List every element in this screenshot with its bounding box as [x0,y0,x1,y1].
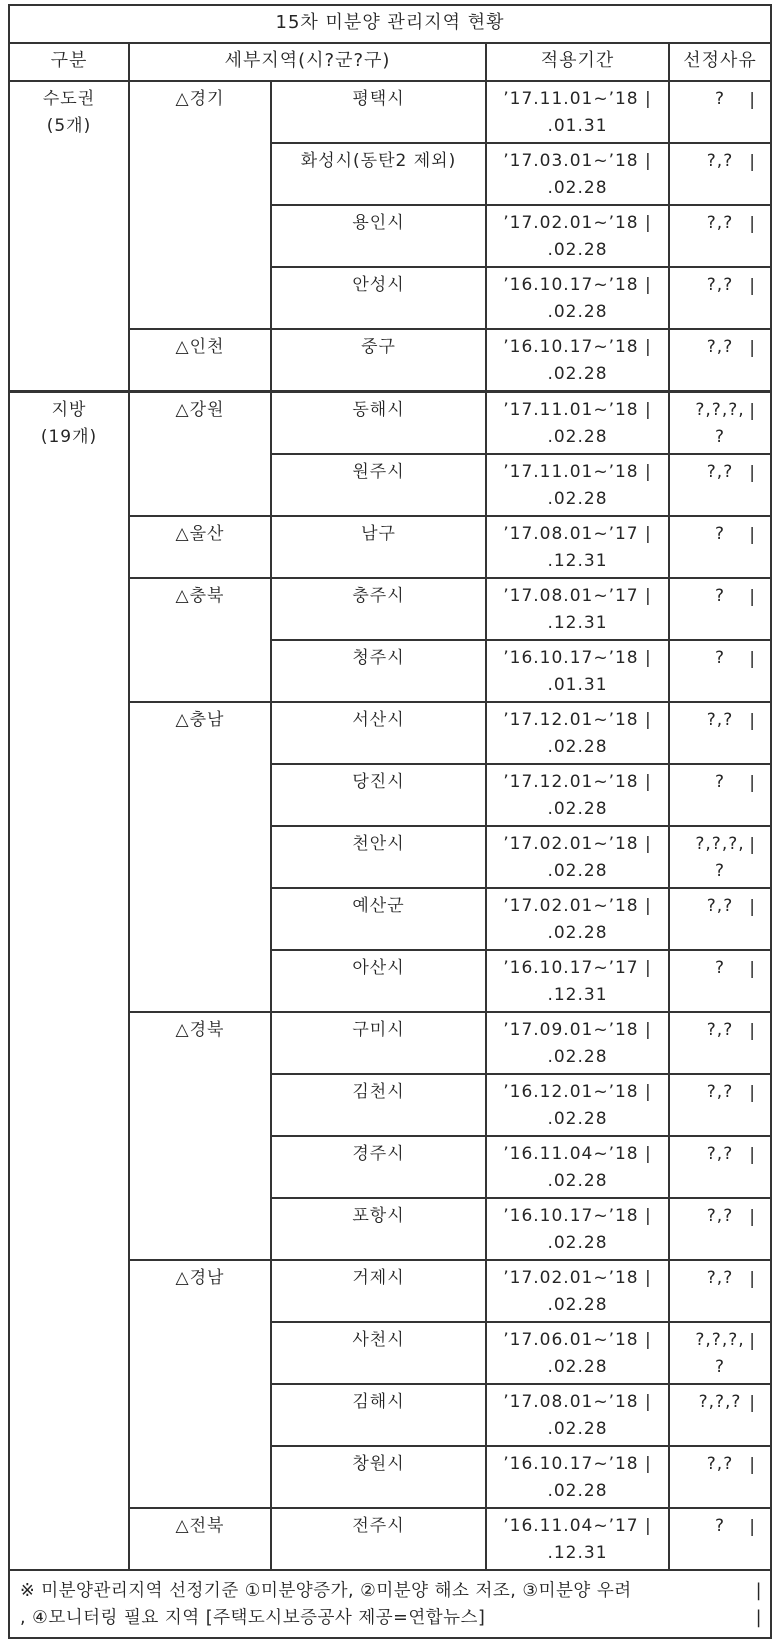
reason-cell [669,81,771,143]
province-cell [129,516,271,578]
reason-cell [669,1508,771,1570]
period-start-end: ’17.06.01~’18 | [503,1330,652,1350]
table-body [9,81,771,1570]
city-cell [271,267,486,329]
city-label: 거제시 [352,1268,405,1288]
period-start-end: ’17.02.01~’18 | [503,213,652,233]
reason-cell [669,205,771,267]
column-header-reason [669,43,771,81]
period-end-date: .02.28 [547,302,608,322]
period-cell [486,329,669,392]
period-start-end: ’17.02.01~’18 | [503,1268,652,1288]
period-start-end: ’17.09.01~’18 | [503,1020,652,1040]
period-start-end: ’17.12.01~’18 | [503,772,652,792]
title-row [9,5,771,43]
reason-pipe-glyph: | [749,649,757,669]
footer-note-line2-text: , ④모니터링 필요 지역 [주택도시보증공사 제공=연합뉴스] [20,1608,486,1628]
reason-pipe-glyph: | [749,276,757,296]
city-label: 예산군 [352,896,405,916]
period-cell [486,764,669,826]
period-start-end: ’16.10.17~’18 | [503,337,652,357]
column-header-period [486,43,669,81]
column-header-region-text: 세부지역(시?군?구) [224,50,391,71]
period-cell [486,578,669,640]
period-cell [486,81,669,143]
period-end-date: .02.28 [547,1419,608,1439]
period-start-end: ’17.08.01~’18 | [503,1392,652,1412]
reason-codes: ?,? [706,337,734,357]
reason-codes: ? [715,772,726,792]
reason-codes-line2: ? [715,861,726,881]
reason-codes: ?,? [706,1020,734,1040]
province-label: △경북 [175,1020,225,1040]
city-cell [271,1260,486,1322]
unsold-housing-table [8,4,772,1639]
reason-cell [669,1446,771,1508]
province-label: △충북 [175,586,225,606]
city-label: 동해시 [352,400,405,420]
city-cell [271,1074,486,1136]
period-cell [486,1260,669,1322]
city-cell [271,81,486,143]
period-start-end: ’17.12.01~’18 | [503,710,652,730]
footer-row [9,1570,771,1638]
period-cell [486,205,669,267]
period-cell [486,454,669,516]
footer-note-line2 [20,1605,762,1632]
reason-pipe-glyph: | [749,959,757,979]
reason-pipe-glyph: | [749,1021,757,1041]
reason-codes: ?,?,?, [695,834,745,854]
reason-cell [669,1198,771,1260]
reason-codes-line2: ? [715,427,726,447]
reason-pipe-glyph: | [749,1269,757,1289]
reason-cell [669,392,771,455]
reason-pipe-glyph: | [749,711,757,731]
column-header-region [129,43,486,81]
province-cell [129,392,271,517]
reason-cell [669,143,771,205]
city-cell [271,888,486,950]
reason-codes: ?,?,? [698,1392,742,1412]
reason-pipe-glyph: | [749,401,757,421]
reason-codes: ?,? [706,1454,734,1474]
reason-cell [669,1136,771,1198]
footer-note-line1-text: ※ 미분양관리지역 선정기준 ①미분양증가, ②미분양 해소 저조, ③미분양 우려 [20,1581,632,1601]
table-row [9,81,771,143]
reason-cell [669,516,771,578]
period-start-end: ’16.11.04~’17 | [503,1516,652,1536]
province-cell [129,1012,271,1260]
reason-cell [669,1074,771,1136]
province-label: △강원 [175,400,225,420]
reason-pipe-glyph: | [749,773,757,793]
city-label: 김천시 [352,1082,405,1102]
city-label: 안성시 [352,275,405,295]
period-cell [486,1322,669,1384]
reason-codes: ?,? [706,1082,734,1102]
reason-cell [669,826,771,888]
city-label: 창원시 [352,1454,405,1474]
period-cell [486,1508,669,1570]
city-label: 천안시 [352,834,405,854]
province-cell [129,1508,271,1570]
reason-pipe-glyph: | [749,587,757,607]
city-cell [271,454,486,516]
city-label: 용인시 [352,213,405,233]
city-cell [271,392,486,455]
city-label: 전주시 [352,1516,405,1536]
city-cell [271,640,486,702]
reason-codes: ?,? [706,710,734,730]
reason-codes: ?,? [706,1268,734,1288]
reason-cell [669,267,771,329]
city-cell [271,1012,486,1074]
period-cell [486,1136,669,1198]
period-end-date: .02.28 [547,861,608,881]
city-cell [271,1322,486,1384]
period-start-end: ’17.08.01~’17 | [503,524,652,544]
reason-codes-line2: ? [715,1357,726,1377]
category-cell [9,392,129,1571]
city-cell [271,578,486,640]
city-label: 당진시 [352,772,405,792]
period-cell [486,1074,669,1136]
period-cell [486,888,669,950]
city-label: 충주시 [352,586,405,606]
reason-codes: ? [715,648,726,668]
reason-pipe-glyph: | [749,214,757,234]
period-start-end: ’16.10.17~’18 | [503,648,652,668]
period-cell [486,1446,669,1508]
reason-pipe-glyph: | [749,90,757,110]
city-label: 남구 [361,524,396,544]
reason-cell [669,764,771,826]
period-start-end: ’17.11.01~’18 | [503,89,652,109]
province-label: △충남 [175,710,225,730]
period-end-date: .12.31 [547,551,608,571]
period-cell [486,1198,669,1260]
reason-cell [669,1384,771,1446]
column-header-category-text: 구분 [50,50,88,71]
province-cell [129,578,271,702]
period-end-date: .12.31 [547,985,608,1005]
period-end-date: .02.28 [547,1109,608,1129]
province-label: △경기 [175,89,225,109]
period-end-date: .02.28 [547,364,608,384]
reason-cell [669,329,771,392]
period-end-date: .02.28 [547,489,608,509]
category-count: (5개) [46,116,92,136]
city-cell [271,1508,486,1570]
city-label: 김해시 [352,1392,405,1412]
footer-line1-pipe-glyph: | [755,1581,763,1601]
reason-codes: ?,? [706,1144,734,1164]
reason-pipe-glyph: | [749,1207,757,1227]
city-label: 청주시 [352,648,405,668]
period-start-end: ’17.02.01~’18 | [503,834,652,854]
city-cell [271,1446,486,1508]
period-end-date: .12.31 [547,1543,608,1563]
period-start-end: ’17.03.01~’18 | [503,151,652,171]
reason-cell [669,640,771,702]
period-end-date: .02.28 [547,799,608,819]
reason-codes: ? [715,586,726,606]
period-end-date: .02.28 [547,1047,608,1067]
province-cell [129,1260,271,1508]
reason-codes: ?,?,?, [695,400,745,420]
city-label: 구미시 [352,1020,405,1040]
category-cell [9,81,129,392]
reason-codes: ?,? [706,462,734,482]
reason-pipe-glyph: | [749,1455,757,1475]
period-cell [486,143,669,205]
period-end-date: .01.31 [547,675,608,695]
reason-cell [669,950,771,1012]
period-cell [486,516,669,578]
city-label: 평택시 [352,89,405,109]
reason-pipe-glyph: | [749,1145,757,1165]
period-start-end: ’17.11.01~’18 | [503,400,652,420]
city-label: 서산시 [352,710,405,730]
reason-cell [669,888,771,950]
reason-pipe-glyph: | [749,1083,757,1103]
city-label: 포항시 [352,1206,405,1226]
city-cell [271,1136,486,1198]
reason-cell [669,702,771,764]
reason-codes: ?,?,?, [695,1330,745,1350]
period-end-date: .02.28 [547,1357,608,1377]
city-cell [271,205,486,267]
reason-pipe-glyph: | [749,463,757,483]
column-header-reason-text: 선정사유 [683,50,757,71]
reason-cell [669,1322,771,1384]
reason-cell [669,1012,771,1074]
column-header-period-text: 적용기간 [540,50,615,71]
period-end-date: .02.28 [547,1171,608,1191]
period-cell [486,950,669,1012]
reason-codes: ?,? [706,151,734,171]
reason-cell [669,454,771,516]
period-start-end: ’16.10.17~’18 | [503,1454,652,1474]
city-cell [271,702,486,764]
period-end-date: .12.31 [547,613,608,633]
period-end-date: .02.28 [547,923,608,943]
period-cell [486,392,669,455]
province-cell [129,329,271,392]
province-label: △전북 [175,1516,225,1536]
city-cell [271,1198,486,1260]
period-cell [486,1384,669,1446]
city-cell [271,764,486,826]
category-label: 수도권 [42,89,96,109]
reason-pipe-glyph: | [749,525,757,545]
period-end-date: .02.28 [547,1233,608,1253]
reason-codes: ?,? [706,1206,734,1226]
province-label: △울산 [175,524,225,544]
reason-pipe-glyph: | [749,1331,757,1351]
period-end-date: .02.28 [547,178,608,198]
period-end-date: .02.28 [547,427,608,447]
city-cell [271,826,486,888]
period-start-end: ’16.11.04~’18 | [503,1144,652,1164]
reason-pipe-glyph: | [749,1517,757,1537]
footer-line2-pipe-glyph: | [755,1608,763,1628]
province-label: △경남 [175,1268,225,1288]
city-cell [271,143,486,205]
period-start-end: ’17.02.01~’18 | [503,896,652,916]
province-label: △인천 [175,337,225,357]
period-end-date: .02.28 [547,1295,608,1315]
reason-codes: ? [715,958,726,978]
city-cell [271,329,486,392]
period-cell [486,1012,669,1074]
table-row [9,392,771,455]
reason-pipe-glyph: | [749,897,757,917]
footer-note [9,1570,771,1638]
reason-codes: ? [715,1516,726,1536]
city-cell [271,516,486,578]
period-end-date: .01.31 [547,116,608,136]
reason-pipe-glyph: | [749,152,757,172]
reason-codes: ? [715,89,726,109]
period-end-date: .02.28 [547,737,608,757]
province-cell [129,702,271,1012]
category-label: 지방 [51,400,87,420]
province-cell [129,81,271,329]
reason-codes: ?,? [706,896,734,916]
city-cell [271,1384,486,1446]
city-label: 사천시 [352,1330,405,1350]
city-label: 경주시 [352,1144,405,1164]
city-label: 화성시(동탄2 제외) [300,151,457,171]
period-start-end: ’16.10.17~’17 | [503,958,652,978]
period-start-end: ’17.08.01~’17 | [503,586,652,606]
reason-cell [669,578,771,640]
city-cell [271,950,486,1012]
period-start-end: ’16.10.17~’18 | [503,275,652,295]
reason-codes: ?,? [706,275,734,295]
reason-cell [669,1260,771,1322]
period-end-date: .02.28 [547,240,608,260]
reason-codes: ?,? [706,213,734,233]
reason-codes: ? [715,524,726,544]
period-end-date: .02.28 [547,1481,608,1501]
header-row [9,43,771,81]
period-start-end: ’17.11.01~’18 | [503,462,652,482]
category-count: (19개) [40,427,98,447]
footer-note-line1 [20,1578,762,1605]
period-start-end: ’16.12.01~’18 | [503,1082,652,1102]
table-title [9,5,771,43]
period-cell [486,267,669,329]
period-cell [486,702,669,764]
city-label: 중구 [361,337,396,357]
column-header-category [9,43,129,81]
city-label: 원주시 [352,462,405,482]
table-title-text: 15차 미분양 관리지역 현황 [275,12,505,33]
reason-pipe-glyph: | [749,338,757,358]
period-cell [486,640,669,702]
period-start-end: ’16.10.17~’18 | [503,1206,652,1226]
reason-pipe-glyph: | [749,1393,757,1413]
reason-pipe-glyph: | [749,835,757,855]
city-label: 아산시 [352,958,405,978]
period-cell [486,826,669,888]
